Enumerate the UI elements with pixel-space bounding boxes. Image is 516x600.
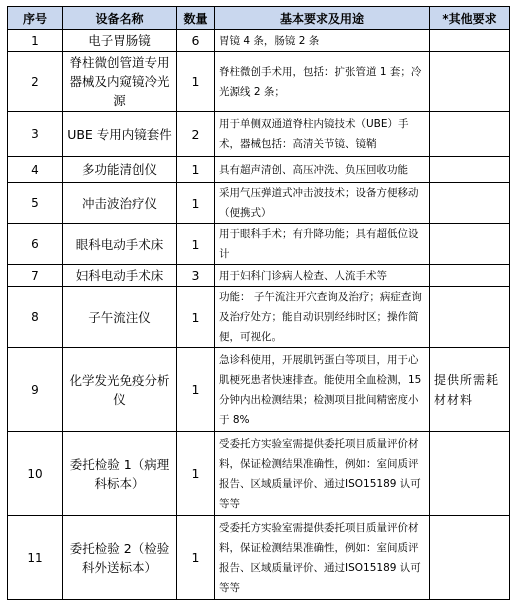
table-header-row bbox=[8, 7, 510, 30]
table-row bbox=[8, 183, 510, 224]
header-device-name: 设备名称 bbox=[63, 7, 177, 30]
header-serial-no: 序号 bbox=[8, 7, 63, 30]
cell-device-name: 妇科电动手术床 bbox=[63, 265, 177, 287]
cell-other-requirements: 提供所需耗材材料 bbox=[430, 348, 510, 432]
cell-serial-no: 6 bbox=[8, 224, 63, 265]
cell-serial-no: 1 bbox=[8, 30, 63, 52]
cell-device-name: UBE 专用内镜套件 bbox=[63, 112, 177, 157]
table-row bbox=[8, 265, 510, 287]
table-row bbox=[8, 224, 510, 265]
cell-other-requirements bbox=[430, 265, 510, 287]
cell-other-requirements bbox=[430, 112, 510, 157]
cell-serial-no: 10 bbox=[8, 432, 63, 516]
cell-device-name: 眼科电动手术床 bbox=[63, 224, 177, 265]
cell-quantity: 1 bbox=[177, 224, 215, 265]
cell-quantity: 1 bbox=[177, 287, 215, 348]
cell-other-requirements bbox=[430, 287, 510, 348]
cell-other-requirements bbox=[430, 183, 510, 224]
table-row bbox=[8, 112, 510, 157]
equipment-requirements-table bbox=[7, 6, 510, 600]
cell-quantity: 3 bbox=[177, 265, 215, 287]
cell-quantity: 2 bbox=[177, 112, 215, 157]
cell-requirements: 用于眼科手术；有升降功能；具有超低位设计 bbox=[215, 224, 430, 265]
cell-serial-no: 11 bbox=[8, 516, 63, 600]
table-row bbox=[8, 30, 510, 52]
equipment-table-container bbox=[7, 6, 510, 600]
cell-device-name: 脊柱微创管道专用器械及内窥镜冷光源 bbox=[63, 52, 177, 112]
table-row bbox=[8, 157, 510, 183]
cell-quantity: 1 bbox=[177, 516, 215, 600]
table-row bbox=[8, 52, 510, 112]
cell-other-requirements bbox=[430, 52, 510, 112]
cell-quantity: 1 bbox=[177, 52, 215, 112]
cell-other-requirements bbox=[430, 224, 510, 265]
cell-quantity: 6 bbox=[177, 30, 215, 52]
table-row bbox=[8, 287, 510, 348]
cell-serial-no: 5 bbox=[8, 183, 63, 224]
table-row bbox=[8, 348, 510, 432]
cell-requirements: 脊柱微创手术用，包括：扩张管道 1 套；冷光源线 2 条； bbox=[215, 52, 430, 112]
cell-serial-no: 2 bbox=[8, 52, 63, 112]
cell-requirements: 胃镜 4 条，肠镜 2 条 bbox=[215, 30, 430, 52]
cell-device-name: 子午流注仪 bbox=[63, 287, 177, 348]
cell-quantity: 1 bbox=[177, 157, 215, 183]
cell-serial-no: 4 bbox=[8, 157, 63, 183]
cell-serial-no: 7 bbox=[8, 265, 63, 287]
cell-quantity: 1 bbox=[177, 183, 215, 224]
header-other-requirements: *其他要求 bbox=[430, 7, 510, 30]
cell-requirements: 采用气压弹道式冲击波技术；设备方便移动（便携式） bbox=[215, 183, 430, 224]
cell-other-requirements bbox=[430, 157, 510, 183]
cell-serial-no: 3 bbox=[8, 112, 63, 157]
cell-device-name: 化学发光免疫分析仪 bbox=[63, 348, 177, 432]
cell-other-requirements bbox=[430, 30, 510, 52]
cell-device-name: 委托检验 1（病理科标本） bbox=[63, 432, 177, 516]
cell-requirements: 受委托方实验室需提供委托项目质量评价材料，保证检测结果准确性，例如：室间质评报告、区域质量评价、通过ISO15189 认可等等 bbox=[215, 432, 430, 516]
cell-device-name: 多功能清创仪 bbox=[63, 157, 177, 183]
table-row bbox=[8, 432, 510, 516]
header-quantity: 数量 bbox=[177, 7, 215, 30]
cell-requirements: 具有超声清创、高压冲洗、负压回收功能 bbox=[215, 157, 430, 183]
table-row bbox=[8, 516, 510, 600]
header-requirements: 基本要求及用途 bbox=[215, 7, 430, 30]
cell-other-requirements bbox=[430, 432, 510, 516]
cell-device-name: 冲击波治疗仪 bbox=[63, 183, 177, 224]
cell-requirements: 受委托方实验室需提供委托项目质量评价材料，保证检测结果准确性，例如：室间质评报告、区域质量评价、通过ISO15189 认可等等 bbox=[215, 516, 430, 600]
cell-quantity: 1 bbox=[177, 348, 215, 432]
cell-device-name: 电子胃肠镜 bbox=[63, 30, 177, 52]
cell-requirements: 急诊科使用，开展肌钙蛋白等项目，用于心肌梗死患者快速排查。能使用全血检测，15 分钟内出检测结果；检测项目批间精密度小于 8% bbox=[215, 348, 430, 432]
cell-serial-no: 8 bbox=[8, 287, 63, 348]
cell-requirements: 用于单侧双通道脊柱内镜技术（UBE）手术，器械包括：高清关节镜、镜鞘 bbox=[215, 112, 430, 157]
cell-serial-no: 9 bbox=[8, 348, 63, 432]
cell-other-requirements bbox=[430, 516, 510, 600]
cell-device-name: 委托检验 2（检验科外送标本） bbox=[63, 516, 177, 600]
cell-requirements: 功能： 子午流注开穴查询及治疗；病症查询及治疗处方；能自动识别经纬时区；操作简便，可视化。 bbox=[215, 287, 430, 348]
cell-requirements: 用于妇科门诊病人检查、人流手术等 bbox=[215, 265, 430, 287]
cell-quantity: 1 bbox=[177, 432, 215, 516]
